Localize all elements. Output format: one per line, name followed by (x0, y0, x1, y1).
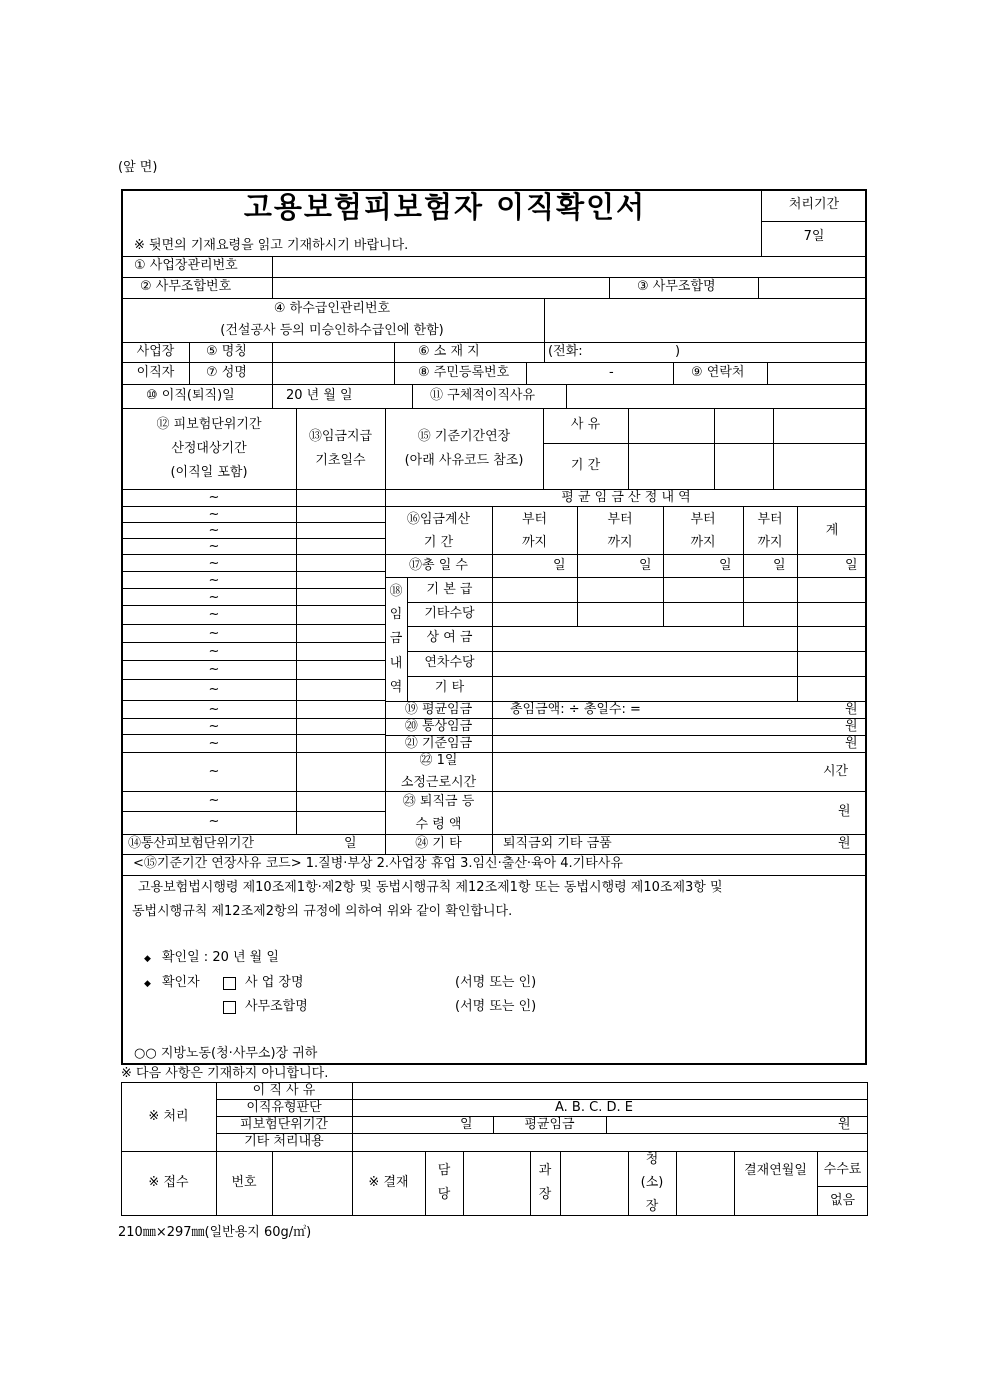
processing-period-value: 7일 (803, 229, 825, 244)
day-unit: 일 (719, 558, 732, 573)
charge-label-1: 담 (437, 1163, 451, 1178)
workplace-location-label: ⑥ 소 재 지 (418, 344, 480, 359)
confirmer-label: 확인자 (162, 975, 200, 990)
period-row-tilde[interactable]: ~ (208, 490, 220, 505)
period-from: 부터 (757, 512, 783, 527)
workplace-name-field[interactable] (274, 344, 392, 361)
period-row-tilde[interactable]: ~ (208, 682, 220, 697)
office-name-field[interactable] (760, 279, 865, 297)
won-unit: 원 (838, 1117, 851, 1132)
leaver-section-label: 이직자 (136, 365, 175, 380)
average-wage-formula: 총임금액: ÷ 총일수: = (510, 702, 641, 717)
page-side-label: (앞 면) (118, 160, 158, 175)
wage-detail-number: ⑱ (389, 584, 403, 599)
severance-label-1: ㉓ 퇴직금 등 (402, 794, 475, 809)
contact-field[interactable] (769, 364, 865, 383)
subcontractor-number-field[interactable] (546, 300, 865, 340)
contact-label: ⑨ 연락처 (691, 365, 745, 380)
period-to: 까지 (521, 535, 548, 550)
wage-item-annual-leave: 연차수당 (424, 655, 475, 670)
signature-note: (서명 또는 인) (455, 999, 537, 1014)
leave-reason-admin-label: 이 직 사 유 (252, 1083, 316, 1098)
extension-reason-label: 사 유 (570, 417, 601, 432)
hours-unit: 시간 (823, 764, 849, 779)
wage-base-days-header-1: ⑬임금지급 (308, 429, 373, 444)
fee-label: 수수료 (823, 1162, 862, 1177)
period-row-tilde[interactable]: ~ (208, 702, 220, 717)
period-row-tilde[interactable]: ~ (208, 662, 220, 677)
leave-reason-label: ⑪ 구체적이직사유 (430, 388, 536, 403)
avg-wage-admin-label: 평균임금 (524, 1117, 575, 1132)
period-row-tilde[interactable]: ~ (208, 814, 220, 829)
resident-number-label: ⑧ 주민등록번호 (418, 365, 510, 380)
ordinary-wage-label: ⑳ 통상임금 (404, 719, 473, 734)
severance-label-2: 수 령 액 (415, 817, 462, 832)
insured-period-header-1: ⑫ 피보험단위기간 (156, 417, 262, 432)
fee-value: 없음 (829, 1193, 856, 1208)
wage-detail-char: 역 (389, 680, 403, 695)
period-row-tilde[interactable]: ~ (208, 626, 220, 641)
employer-checkbox[interactable] (223, 977, 236, 990)
workplace-location-field[interactable] (546, 344, 865, 361)
workplace-number-field[interactable] (274, 258, 864, 276)
wage-item-bonus: 상 여 금 (426, 630, 473, 645)
day-unit: 일 (639, 558, 652, 573)
approval-label: ※ 결재 (368, 1175, 409, 1190)
number-label: 번호 (231, 1175, 257, 1190)
won-unit: 원 (838, 836, 851, 851)
won-unit: 원 (845, 719, 858, 734)
insured-period-header-3: (이직일 포함) (170, 465, 248, 480)
workplace-name-label: ⑤ 명칭 (206, 344, 247, 359)
period-from: 부터 (607, 512, 633, 527)
reason-codes: <⑮기준기간 연장사유 코드> 1.질병·부상 2.사업장 휴업 3.임신·출산·육아 4.기타사유 (133, 856, 623, 871)
period-from: 부터 (690, 512, 716, 527)
processing-label: ※ 처리 (148, 1109, 189, 1124)
period-row-tilde[interactable]: ~ (208, 523, 220, 538)
receipt-label: ※ 접수 (148, 1175, 189, 1190)
employer-label: 사 업 장명 (245, 975, 304, 990)
leave-reason-field[interactable] (568, 386, 865, 407)
statement-line-2: 동법시행규칙 제12조제2항의 규정에 의하여 위와 같이 확인합니다. (132, 904, 513, 919)
period-to: 까지 (607, 535, 633, 550)
wage-base-days-header-2: 기초일수 (315, 453, 366, 468)
period-row-tilde[interactable]: ~ (208, 539, 220, 554)
period-row-tilde[interactable]: ~ (208, 736, 220, 751)
total-insured-period-label: ⑭통산피보험단위기간 (128, 836, 255, 851)
office-name-label: ③ 사무조합명 (637, 279, 716, 294)
workplace-number-label: ① 사업장관리번호 (134, 258, 238, 273)
workplace-section-label: 사업장 (136, 344, 175, 359)
wage-period-label-2: 기 간 (423, 535, 454, 550)
wage-item-base: 기 본 급 (426, 582, 473, 597)
resident-number-dash: - (609, 365, 614, 380)
base-wage-label: ㉑ 기준임금 (404, 736, 473, 751)
period-row-tilde[interactable]: ~ (208, 764, 220, 779)
insured-period-admin-label: 피보험단위기간 (240, 1117, 328, 1132)
not-fill-note: ※ 다음 사항은 기재하지 아니합니다. (121, 1066, 329, 1081)
section-chief-label-2: 장 (538, 1187, 552, 1202)
day-unit: 일 (773, 558, 786, 573)
section-chief-label-1: 과 (538, 1163, 552, 1178)
person-name-label: ⑦ 성명 (206, 365, 247, 380)
office-chief-label-3: 장 (645, 1199, 659, 1214)
work-hours-label-2: 소정근로시간 (400, 775, 477, 790)
leave-date-field[interactable]: 20 년 월 일 (286, 388, 353, 403)
wage-item-other: 기 타 (434, 680, 465, 695)
extension-period-label: 기 간 (570, 458, 601, 473)
period-to: 까지 (757, 535, 783, 550)
period-row-tilde[interactable]: ~ (208, 607, 220, 622)
office-number-field[interactable] (274, 279, 607, 297)
subcontractor-number-label: ④ 하수급인관리번호 (273, 301, 391, 316)
work-hours-label-1: ㉒ 1일 (419, 753, 458, 768)
period-row-tilde[interactable]: ~ (208, 573, 220, 588)
other-processing-label: 기타 처리내용 (244, 1134, 324, 1149)
period-row-tilde[interactable]: ~ (208, 793, 220, 808)
statement-line-1: 고용보험법시행령 제10조제1항·제2항 및 동법시행규칙 제12조제1항 또는 동법시행령 제10조제3항 및 (138, 880, 723, 895)
extension-header-2: (아래 사유코드 참조) (404, 453, 524, 468)
period-row-tilde[interactable]: ~ (208, 556, 220, 571)
form-title: 고용보험피보험자 이직확인서 (243, 190, 647, 224)
period-total-label: 계 (825, 523, 839, 538)
other-label: ㉔ 기 타 (415, 836, 462, 851)
office-chief-label-1: 청 (645, 1152, 659, 1167)
day-unit: 일 (460, 1117, 473, 1132)
office-label: 사무조합명 (245, 999, 308, 1014)
day-unit: 일 (845, 558, 858, 573)
wage-period-label-1: ⑯임금계산 (406, 512, 471, 527)
phone-close: ) (675, 344, 681, 359)
wage-detail-char: 금 (389, 631, 403, 646)
period-row-tilde[interactable]: ~ (208, 507, 220, 522)
subcontractor-note: (건설공사 등의 미승인하수급인에 한함) (220, 323, 444, 338)
bullet-icon: ◆ (144, 954, 151, 964)
confirm-date: 확인일 : 20 년 월 일 (162, 950, 279, 965)
office-chief-label-2: (소) (640, 1175, 664, 1190)
leave-type-options: A. B. C. D. E (555, 1100, 633, 1115)
approval-date-label: 결재연월일 (744, 1163, 807, 1178)
average-wage-label: ⑲ 평균임금 (404, 702, 473, 717)
person-name-field[interactable] (274, 364, 392, 383)
bullet-icon: ◆ (144, 979, 151, 989)
office-number-label: ② 사무조합번호 (140, 279, 232, 294)
wage-detail-char: 임 (389, 607, 403, 622)
instruction-note: ※ 뒷면의 기재요령을 읽고 기재하시기 바랍니다. (134, 238, 409, 253)
avg-wage-header: 평 균 임 금 산 정 내 역 (561, 490, 691, 505)
period-from: 부터 (521, 512, 548, 527)
leave-type-label: 이직유형판단 (246, 1100, 322, 1115)
extension-header-1: ⑮ 기준기간연장 (417, 429, 511, 444)
processing-period-label: 처리기간 (788, 197, 840, 212)
day-unit: 일 (344, 836, 357, 851)
charge-label-2: 당 (437, 1187, 451, 1202)
period-to: 까지 (690, 535, 716, 550)
phone-label: (전화: (548, 344, 583, 359)
insured-period-header-2: 산정대상기간 (171, 441, 247, 456)
won-unit: 원 (845, 736, 858, 751)
day-unit: 일 (553, 558, 566, 573)
wage-detail-char: 내 (389, 656, 403, 671)
paper-spec: 210㎜×297㎜(일반용지 60g/㎡) (118, 1225, 312, 1240)
won-unit: 원 (845, 702, 858, 717)
period-row-tilde[interactable]: ~ (208, 590, 220, 605)
total-days-label: ⑰총 일 수 (409, 558, 468, 573)
period-row-tilde[interactable]: ~ (208, 719, 220, 734)
leave-date-label: ⑩ 이직(퇴직)일 (146, 388, 235, 403)
won-unit: 원 (838, 804, 851, 819)
addressee: ○○ 지방노동(청·사무소)장 귀하 (134, 1046, 318, 1061)
period-row-tilde[interactable]: ~ (208, 644, 220, 659)
office-checkbox[interactable] (223, 1001, 236, 1014)
signature-note: (서명 또는 인) (455, 975, 537, 990)
wage-item-allowance: 기타수당 (424, 606, 475, 621)
other-items-text: 퇴직금외 기타 금품 (503, 836, 612, 851)
